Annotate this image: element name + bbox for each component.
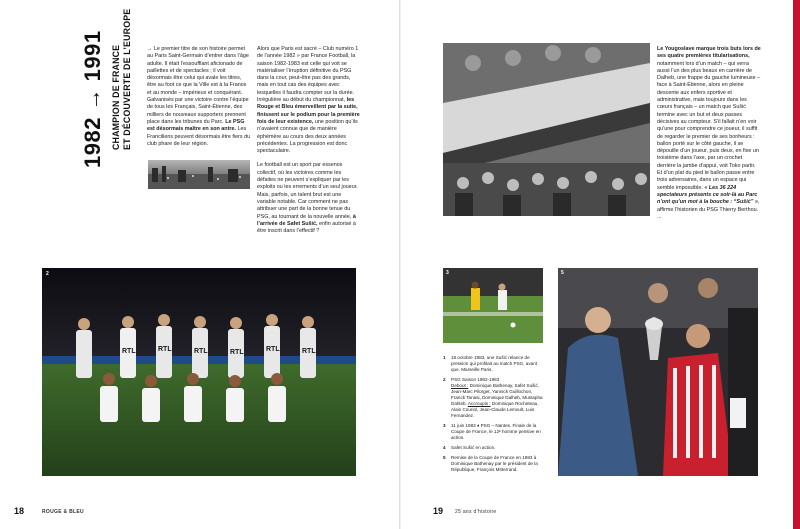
caption-3 (443, 423, 547, 441)
caption-text: PSG Saison 1982-1983 (451, 377, 500, 382)
caption-text: 18 octobre 1983, une Sušić relance de pression qui profitait au match PSG, avant que. Marseille Paris. (451, 355, 538, 372)
col3-text-end: , affirme l’historien du PSG Thierry Berthou. ... (657, 199, 760, 220)
stadium-crowd-image (148, 160, 250, 189)
svg-text:RTL: RTL (266, 346, 280, 353)
col2-p1-bold: les Rouge et Bleu émerveillent par la suite, finissent sur le podium pour la première fois de leur existence, (257, 97, 360, 125)
col2-p2-bold: à l’arrivée de Safet Sušić, (257, 213, 356, 227)
caption-text: Remise de la Coupe de France en 1983 à Dominique Bathenay par le président de la République, François Mitterrand. (451, 455, 538, 472)
svg-text:RTL: RTL (302, 348, 316, 355)
photo-team-1982-1983 (42, 268, 356, 476)
photo-match-action (443, 268, 543, 343)
caption-4 (443, 445, 547, 451)
caption-text: Safet Sušić en action. (451, 445, 496, 450)
page-number-left: 18 (14, 506, 25, 516)
caption-number: 5 (443, 455, 446, 460)
col2-p1-end: une position qu’ils n’avaient connue que de manière éphémère au cours des deux années précédentes. La progression est donc spectaculaire. (257, 118, 358, 155)
team-photo-image (42, 268, 356, 476)
col1-bold: Le PSG est désormais maître en son antre. (147, 118, 245, 133)
photo-captions (443, 355, 547, 477)
trophy-ceremony-image (558, 268, 758, 476)
caption-label: Accroupis : (467, 401, 491, 406)
photo-supporters-crowd (443, 43, 650, 216)
figure-number-5: 5 (561, 270, 564, 276)
caption-5 (443, 455, 547, 473)
chapter-years-title: 1982 → 1991 (80, 30, 105, 168)
col2-p2-end: enfin autorisé à être inscrit dans l’effectif ? (257, 220, 356, 235)
caption-number: 3 (443, 423, 446, 428)
running-head-right: 25 ans d’histoire (455, 509, 497, 515)
supporters-crowd-image (443, 43, 650, 216)
page-edge-red-bar (793, 0, 800, 529)
chapter-subtitle-line-2: ET DÉCOUVERTE DE L’EUROPE (122, 8, 132, 150)
caption-2 (443, 377, 547, 419)
col3-bold: Le Yougoslave marque trois buts lors de ses quatre premières titularisations, (657, 46, 761, 60)
match-action-image (443, 268, 543, 343)
figure-number-2: 2 (46, 271, 49, 277)
body-column-3 (657, 46, 761, 228)
caption-text: Dominique Bathenay, Safet Sušić, Jean-Marc Pilorget, Yannick Guillochon, Franck Tanasi, Dominique Dalheb, Mustapha Dahleb. (451, 383, 543, 406)
chapter-subtitle-line-1: CHAMPION DE FRANCE (111, 44, 121, 150)
figure-number-3: 3 (446, 270, 449, 276)
photo-trophy-ceremony (558, 268, 758, 476)
caption-number: 1 (443, 355, 446, 360)
svg-text:RTL: RTL (158, 346, 172, 353)
body-column-2 (257, 46, 361, 242)
col2-p1: Alors que Paris est sacré – Club numéro 1 de l’année 1982 » par France Football, la saison 1982-1983 est celle qui voit se matérialiser l’irruption définitive du PSG dans la cour, peut-être pas des grands, mais en tout cas des équipes avec lesquelles il faudra compter sur la durée. Irrégulière au début du championnat, (257, 46, 359, 104)
caption-number: 2 (443, 377, 446, 382)
caption-text: 11 juin 1983 ♦ PSG – Nantes. Finale de la Coupe de France, le 12ᵉ homme pensive en action. (451, 423, 541, 440)
col3-text: notamment lors d’un match – qui verra aussi l’un des plus beaux en carrière de Dalheb, une frappe du gauche lumineuse – face à Saint-Étienne, alors en pleine descente aux enfers sportive et administrative, mais toujours dans les cœurs français – un match que Sušić termine avec un but et deux passes décisives au compteur. S’il fallait n’en voir qu’une pour comprendre ce joueur, il suffit de regarder le premier de ses bonheurs : ballon porté sur le côté gauche, il se dépouille d’un joueur, puis deux, en fixe un troisième dans l’axe, par un crochet derrière la jambe d’appui, voit Toko partir. Et d’un plat du pied le ballon passe entre trois adversaires, dans un espace qui semble impossible. (657, 60, 761, 191)
svg-text:RTL: RTL (194, 348, 208, 355)
col3-quote: « Les 36 224 spectateurs présents ce soir-là au Parc n’ont qu’un mot à la bouche : “Sušić” » (657, 184, 758, 206)
col2-p2: Le football est un sport par essence collectif, où les victoires comme les défaites ne peuvent s’expliquer par les exploits ou les errements d’un seul joueur. Mais, parfois, un talent brut est une variable notable. Car comment ne pas attribuer une part de la bonne tenue du PSG, au tournant de la nouvelle année, (257, 162, 358, 220)
caption-number: 4 (443, 445, 446, 450)
caption-1 (443, 355, 547, 373)
left-page (0, 0, 399, 529)
body-column-1 (147, 46, 251, 155)
col1-text: → Le premier titre de son histoire permet au Paris Saint-Germain d’entrer dans l’âge adulte. Il était l’essoufflant aficionado de paillettes et de spectacles ; il voit désormais être celui qui avale les titres, être au foot ce que la Ville est à la France et au monde – impérieux et conquérant. Galvanisés par une victoire contre l’équipe de tous les Français, Saint-Étienne, des milliers de nouveaux supporters prennent place dans les tribunes du Parc. (147, 46, 249, 125)
col1-text-end: Les Franciliens peuvent désormais être fiers du club phare de leur région. (147, 126, 251, 147)
caption-label: Debout : (451, 383, 469, 388)
running-head-left: ROUGE & BLEU (42, 509, 84, 515)
caption-text: Dominique Rocheteau, Alain Couriol, Jean-Claude Lemoult, Luis Fernandez. (451, 401, 539, 418)
svg-text:RTL: RTL (122, 348, 136, 355)
svg-text:RTL: RTL (230, 349, 244, 356)
photo-stadium-crowd (148, 160, 250, 189)
page-number-right: 19 (433, 506, 444, 516)
